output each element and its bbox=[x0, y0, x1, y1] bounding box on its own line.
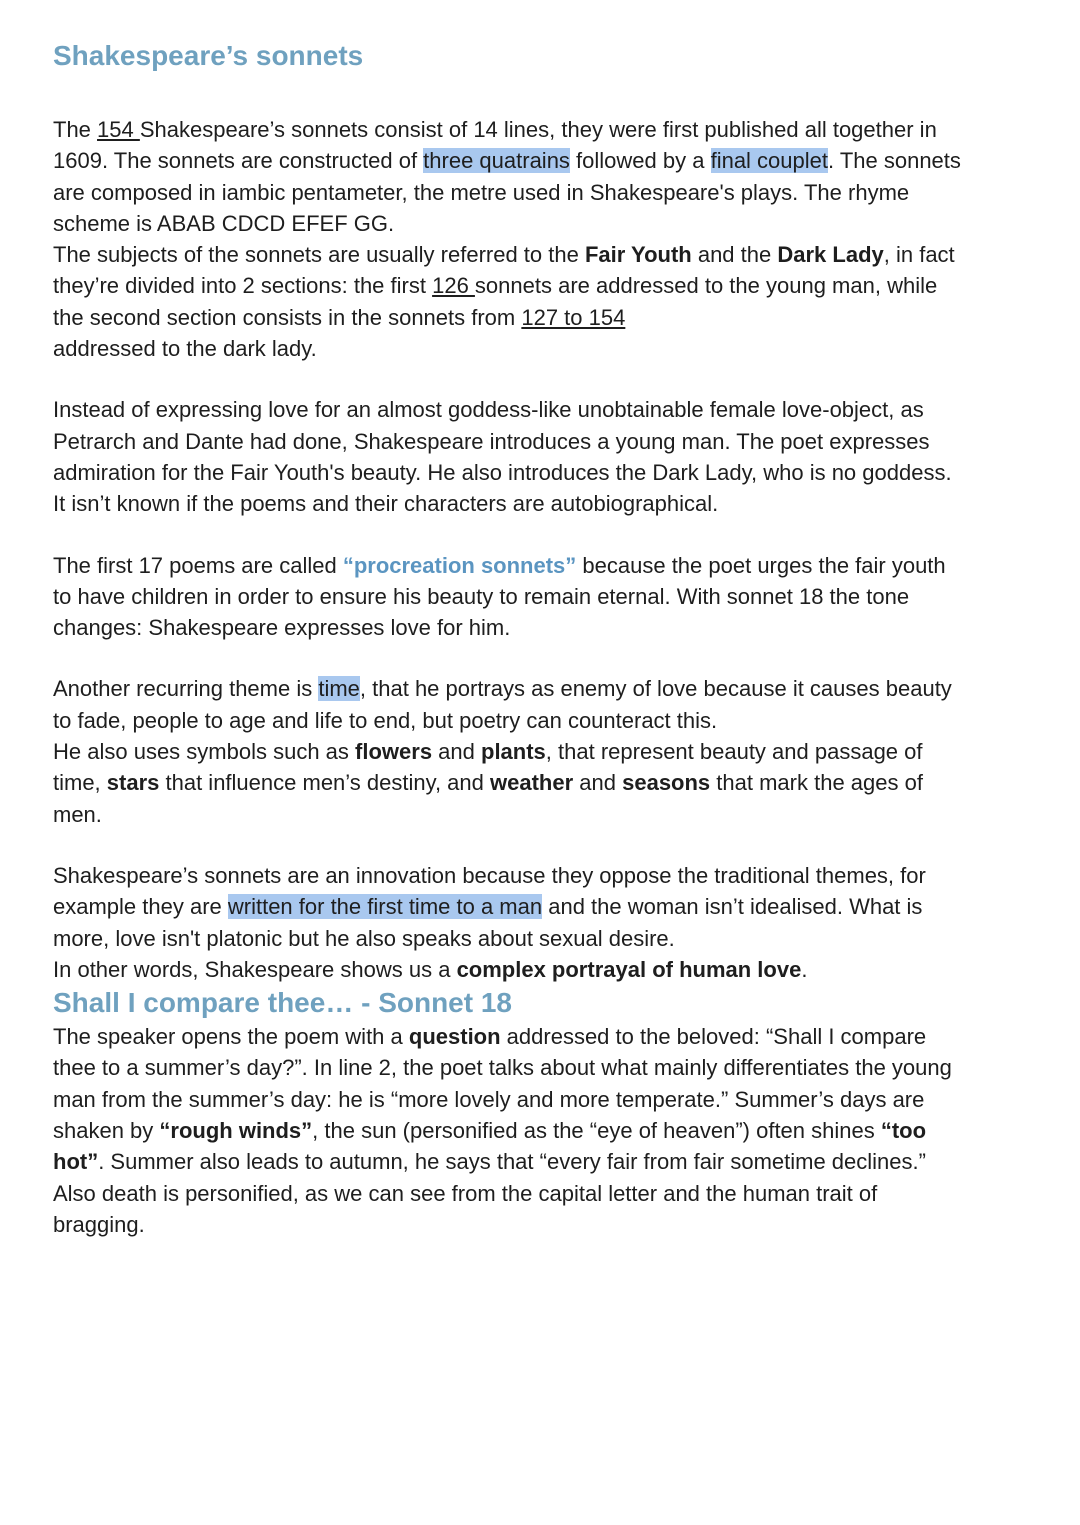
underlined-number-126: 126 bbox=[432, 273, 475, 299]
text-run: In other words, Shakespeare shows us a bbox=[53, 956, 457, 982]
paragraph-time-theme bbox=[53, 673, 963, 829]
text-run: and bbox=[573, 770, 623, 796]
paragraph-structure bbox=[53, 114, 963, 364]
bold-complex-portrayal: complex portrayal of human love bbox=[456, 956, 802, 982]
text-run: sonnets are addressed to the young man, while the second section consists in the sonnets from bbox=[53, 273, 938, 330]
bold-stars: stars bbox=[106, 770, 160, 796]
text-run: Another recurring theme is bbox=[53, 676, 319, 702]
text-run: Shakespeare’s sonnets consist of 14 lines, they were first published all together in 1609. The sonnets are constructed of bbox=[53, 117, 937, 174]
section-title-sonnets: Shakespeare’s sonnets bbox=[53, 40, 364, 71]
paragraph-innovation bbox=[53, 860, 963, 985]
bold-weather: weather bbox=[490, 770, 574, 796]
text-run: and the bbox=[691, 242, 778, 268]
text-run: that mark the ages of men. bbox=[53, 770, 923, 827]
text-run: followed by a bbox=[569, 148, 711, 174]
text-run: addressed to the beloved: “Shall I compare thee to a summer’s day?”. In line 2, the poet talks about what mainly differentiates the young man from the summer’s day: he is “more lovely and more temperate.” Summer’s days are shaken by bbox=[53, 1024, 952, 1144]
text-run: Shakespeare’s sonnets are an innovation because they oppose the traditional themes, for example they are bbox=[53, 862, 926, 920]
text-run: The bbox=[53, 117, 98, 142]
text-run: and bbox=[432, 739, 481, 765]
paragraph-sonnet-18 bbox=[53, 1021, 963, 1240]
text-run: that influence men’s destiny, and bbox=[159, 770, 491, 796]
bold-plants: plants bbox=[481, 739, 546, 765]
text-run: , that he portrays as enemy of love because it causes beauty to fade, people to age and life to end, but poetry can counteract this. bbox=[53, 676, 952, 733]
text-run: and the woman isn’t idealised. What is more, love isn't platonic but he also speaks about sexual desire. bbox=[53, 894, 923, 951]
text-run: . bbox=[801, 956, 808, 982]
underlined-range-127-154: 127 to 154 bbox=[521, 304, 626, 330]
section-title-sonnet-18: Shall I compare thee… - Sonnet 18 bbox=[53, 987, 513, 1019]
text-run: . Summer also leads to autumn, he says that “every fair from fair sometime declines.” Also death is personified, as we can see from the capital letter and the human trait of bragging. bbox=[53, 1149, 926, 1237]
bold-too-hot: “too hot” bbox=[53, 1118, 927, 1175]
text-run: He also uses symbols such as bbox=[53, 739, 356, 765]
text-run: , that represent beauty and passage of time, bbox=[53, 739, 923, 796]
bold-dark-lady: Dark Lady bbox=[777, 242, 884, 268]
text-run: The subjects of the sonnets are usually referred to the bbox=[53, 242, 585, 268]
text-run: because the poet urges the fair youth to have children in order to ensure his beauty to remain eternal. With sonnet 18 the tone changes: Shakespeare expresses love for him. bbox=[53, 552, 946, 641]
bold-seasons: seasons bbox=[622, 770, 711, 796]
text-run: . The sonnets are composed in iambic pentameter, the metre used in Shakespeare's plays. The rhyme scheme is ABAB CDCD EFEF GG. bbox=[53, 148, 961, 236]
bold-fair-youth: Fair Youth bbox=[584, 242, 692, 268]
document-page bbox=[53, 38, 963, 1240]
text-run: addressed to the dark lady. bbox=[53, 336, 317, 362]
text-run: , the sun (personified as the “eye of heaven”) often shines bbox=[312, 1118, 881, 1144]
bold-question: question bbox=[408, 1024, 501, 1050]
text-run: , in fact they’re divided into 2 sections: the first bbox=[53, 242, 955, 299]
text-run: The first 17 poems are called bbox=[53, 552, 343, 578]
highlight-three-quatrains: three quatrains bbox=[423, 148, 570, 174]
underlined-number-154: 154 bbox=[97, 117, 140, 142]
bold-rough-winds: “rough winds” bbox=[159, 1118, 313, 1144]
bold-flowers: flowers bbox=[355, 739, 433, 765]
highlight-written-to-man: written for the first time to a man bbox=[227, 894, 543, 920]
highlight-time: time bbox=[318, 676, 360, 702]
highlight-final-couplet: final couplet bbox=[710, 148, 828, 174]
paragraph-procreation bbox=[53, 550, 963, 644]
text-run: The speaker opens the poem with a bbox=[53, 1024, 409, 1050]
paragraph-petrarch: Instead of expressing love for an almost goddess-like unobtainable female love-object, as Petrarch and Dante had done, Shakespeare introduces a young man. The poet expresses admiration for the Fair Youth's beauty. He also introduces the Dark Lady, who is no goddess. It isn’t known if the poems and their characters are autobiographical. bbox=[53, 397, 952, 517]
blue-procreation-sonnets: “procreation sonnets” bbox=[342, 552, 577, 578]
